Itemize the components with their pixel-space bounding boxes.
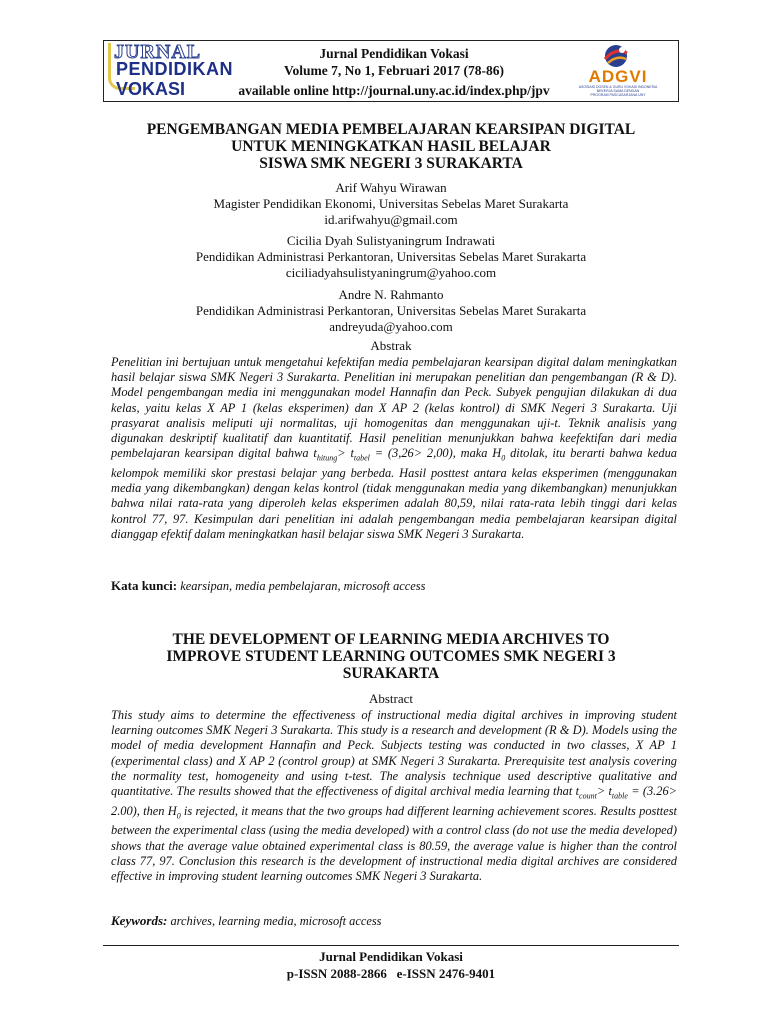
footer-issn: p-ISSN 2088-2866 e-ISSN 2476-9401 — [286, 966, 496, 981]
keywords-value: archives, learning media, microsoft access — [167, 914, 382, 928]
abstrak-heading: Abstrak — [370, 338, 412, 353]
title-id-line-2: UNTUK MENINGKATKAN HASIL BELAJAR — [231, 138, 551, 155]
keywords-label: Keywords: — [111, 913, 168, 928]
title-english — [103, 631, 679, 682]
logo-line-1: JURNAL — [114, 41, 202, 63]
title-en-line-2: IMPROVE STUDENT LEARNING OUTCOMES SMK NEGERI 3 — [166, 648, 616, 665]
title-id-line-1: PENGEMBANGAN MEDIA PEMBELAJARAN KEARSIPAN DIGITAL — [146, 121, 636, 138]
abstrak-body — [111, 355, 677, 542]
abstract-body — [111, 708, 677, 884]
header-text — [224, 45, 564, 99]
adgvi-subtitle — [564, 85, 672, 98]
abstract-text-1: This study aims to determine the effectiveness of instructional media digital archives in improving student learning outcomes SMK Negeri 3 Surakarta. This study is a research and development (R & D). Models using the model of media development Hannafin and Peck. Subjects testing was conducted in two classes, X AP 1 (experimental class) and X AP 2 (control group) at SMK Negeri 3 Surakarta. Prerequisite test analysis covering the normality test, homogeneity and using t-test. The analysis technique used descriptive qualitative and quantitative. The results showed that the effectiveness of digital archival media learning that t — [111, 708, 677, 799]
author-email: andreyuda@yahoo.com — [329, 319, 453, 334]
keywords — [111, 913, 382, 929]
title-indonesian — [103, 121, 679, 172]
journal-logo — [108, 43, 238, 99]
author-block-1 — [103, 180, 679, 228]
logo-line-2: PENDIDIKAN — [116, 59, 234, 79]
kata-kunci-value: kearsipan, media pembelajaran, microsoft access — [177, 579, 426, 593]
abstract-heading: Abstract — [368, 691, 414, 706]
adgvi-sub-3: PROGRAM PASCASARJANA UNY — [590, 93, 646, 98]
abstrak-text-2: > t — [337, 446, 354, 461]
abstrak-sub-1: hitung — [316, 453, 338, 463]
author-block-2 — [103, 233, 679, 281]
footer-divider — [103, 945, 679, 946]
abstrak-text-1: Penelitian ini bertujuan untuk mengetahui kefektifan media pembelajaran kearsipan digital dalam meningkatkan hasil belajar siswa SMK Negeri 3 Surakarta. Penelitian ini merupakan penelitian dan pengembangan (R & D). Model pengembangan media ini menggunakan model Hannafin dan Peck. Subyek pengujian dilakukan di dua kelas, yaitu kelas X AP 1 (kelas eksperimen) dan X AP 2 (kelas kontrol) di SMK Negeri 3 Surakarta. Uji prasyarat analisis meliputi uji normalitas, uji homogenitas dan menggunakan uji-t. Teknik analisis yang digunakan deskriptif kualitatif dan kuantitatif. Hasil penelitian menunjukkan bahwa keefektifan dari media pembelajaran kearsipan digital bahwa t — [111, 355, 677, 461]
title-en-line-3: SURAKARTA — [342, 665, 440, 682]
author-name: Arif Wahyu Wirawan — [335, 180, 447, 195]
abstrak-text-4: ditolak, itu berarti bahwa kedua kelompok memiliki skor prestasi belajar yang berbeda. Hasil posttest antara kelas eksperimen (menggunakan media yang dikembangkan) dengan kelas kontrol (tidak menggunakan media yang dikembangkan) menunjukkan bahwa nilai rata-rata yang diperoleh kelas eksperimen adalah 80,59, nilai rata-rata lebih tinggi dari kelas kontrol 77, 97. Kesimpulan dari penelitian ini adalah pengembangan media pembelajaran kearsipan digital dianggap efektif dalam meningkatkan hasil belajar siswa SMK Negeri 3 Surakarta. — [111, 446, 677, 541]
kata-kunci — [111, 578, 425, 594]
adgvi-name: ADGVI — [588, 67, 648, 86]
abstract-text-3: = (3.26> 2.00), then H — [111, 784, 678, 818]
abstrak-sub-2: tabel — [353, 453, 370, 463]
journal-header — [103, 40, 679, 102]
author-affiliation: Magister Pendidikan Ekonomi, Universitas Sebelas Maret Surakarta — [213, 196, 569, 211]
abstrak-text-3: = (3,26> 2,00), maka H — [369, 446, 502, 461]
abstract-sub-1: count — [579, 791, 597, 801]
journal-url: available online http://journal.uny.ac.id/index.php/jpv — [238, 83, 550, 98]
author-affiliation: Pendidikan Administrasi Perkantoran, Universitas Sebelas Maret Surakarta — [195, 303, 587, 318]
logo-line-3: VOKASI — [116, 79, 186, 99]
author-email: id.arifwahyu@gmail.com — [324, 212, 458, 227]
author-name: Andre N. Rahmanto — [338, 287, 444, 302]
kata-kunci-label: Kata kunci: — [111, 578, 178, 593]
abstract-text-4: is rejected, it means that the two groups had different learning achievement scores. Results posttest between the experimental class (using the media developed) with a control class (do not use the media developed) shows that the average value obtained experimental class is 80.59, the average value is higher than the control class 77, 97. Conclusion this research is the development of instructional media digital archives are considered effective in improving student learning outcomes SMK Negeri 3 Surakarta. — [111, 803, 677, 883]
author-affiliation: Pendidikan Administrasi Perkantoran, Universitas Sebelas Maret Surakarta — [195, 249, 587, 264]
title-en-line-1: THE DEVELOPMENT OF LEARNING MEDIA ARCHIVES TO — [172, 631, 610, 648]
footer-journal: Jurnal Pendidikan Vokasi — [319, 949, 463, 964]
abstract-sub-3: 0 — [176, 811, 181, 821]
author-block-3 — [103, 287, 679, 335]
journal-name: Jurnal Pendidikan Vokasi — [319, 46, 469, 61]
abstrak-sub-3: 0 — [501, 453, 506, 463]
adgvi-logo — [564, 43, 672, 99]
abstract-sub-2: table — [611, 791, 628, 801]
footer — [103, 948, 679, 982]
adgvi-sub-1: ASOSIASI DOSEN & GURU VOKASI INDONESIA — [578, 85, 658, 89]
adgvi-emblem-icon — [602, 43, 630, 69]
abstract-text-2: > t — [596, 784, 612, 799]
author-email: ciciliadyahsulistyaningrum@yahoo.com — [285, 265, 497, 280]
author-name: Cicilia Dyah Sulistyaningrum Indrawati — [286, 233, 496, 248]
adgvi-sub-2: BEKERJA SAMA DENGAN — [596, 89, 640, 94]
title-id-line-3: SISWA SMK NEGERI 3 SURAKARTA — [259, 155, 523, 172]
journal-volume: Volume 7, No 1, Februari 2017 (78-86) — [284, 63, 504, 78]
